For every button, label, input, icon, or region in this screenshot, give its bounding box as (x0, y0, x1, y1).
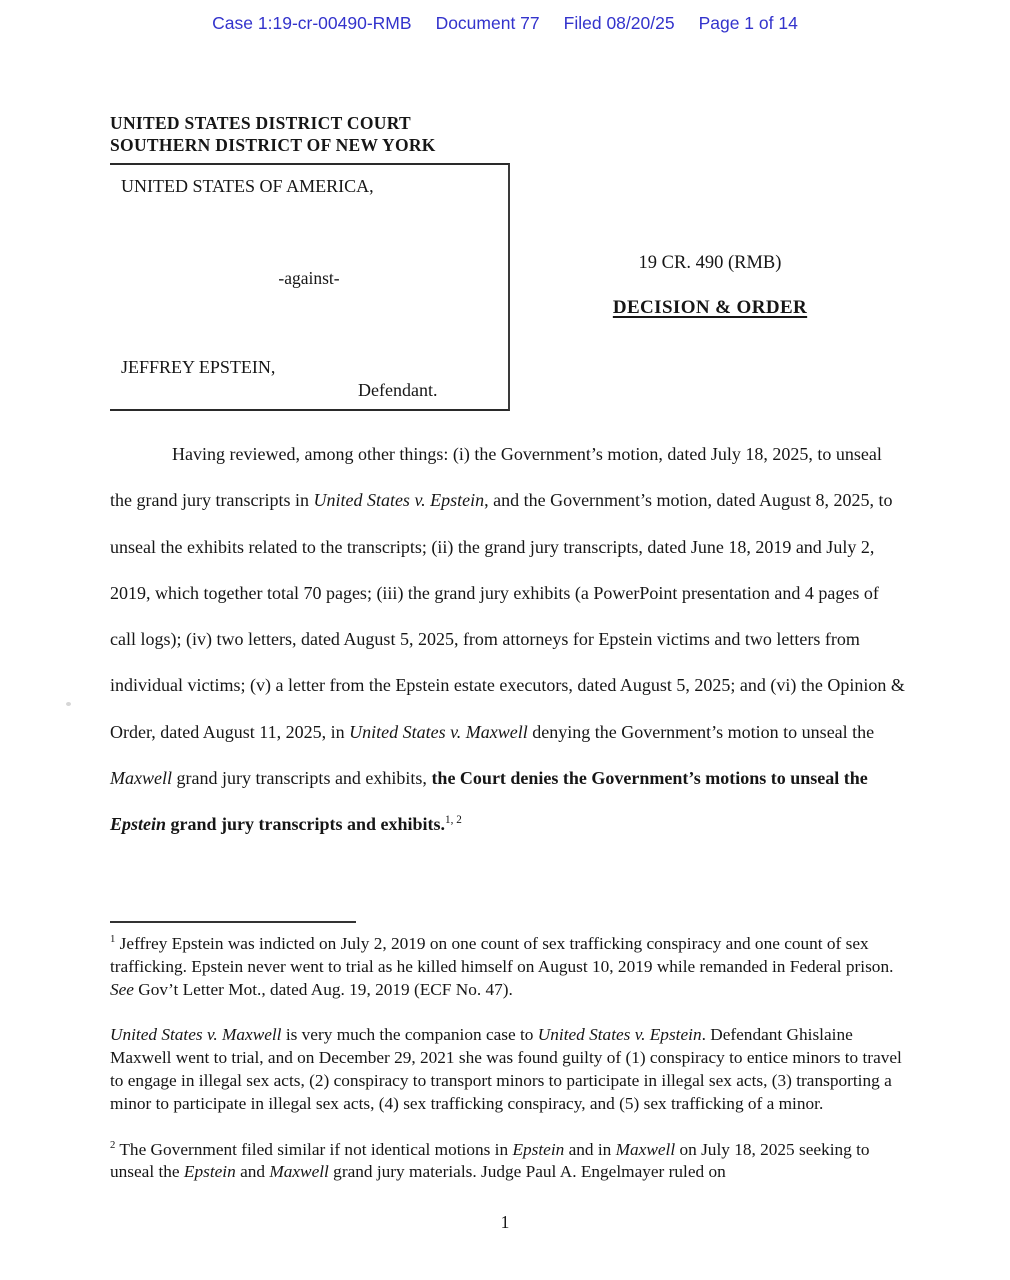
stamp-case-number: Case 1:19-cr-00490-RMB (212, 13, 412, 33)
scan-artifact (66, 702, 71, 706)
case-caption-box (110, 163, 510, 411)
footnote-separator (110, 921, 356, 923)
decision-body-paragraph: Having reviewed, among other things: (i) the Government’s motion, dated July 18, 2025, to unseal the grand jury transcripts in United States v. Epstein, and the Government’s motion, dated August 8, 2025, to unseal the exhibits related to the transcripts; (ii) the grand jury transcripts, dated June 18, 2019 and July 2, 2019, which together total 70 pages; (iii) the grand jury exhibits (a PowerPoint presentation and 4 pages of call logs); (iv) two letters, dated August 5, 2025, from attorneys for Epstein victims and two letters from individual victims; (v) a letter from the Epstein estate executors, dated August 5, 2025; and (vi) the Opinion & Order, dated August 11, 2025, in United States v. Maxwell denying the Government’s motion to unseal the Maxwell grand jury transcripts and exhibits, the Court denies the Government’s motions to unseal the Epstein grand jury transcripts and exhibits.$^{1, 2}$ (110, 444, 905, 835)
stamp-page-count: Page 1 of 14 (698, 13, 798, 33)
caption-defendant-name: JEFFREY EPSTEIN, (121, 357, 276, 377)
order-title: DECISION & ORDER (612, 297, 808, 318)
caption-plaintiff: UNITED STATES OF AMERICA, (121, 176, 374, 196)
footnote-1-paragraph-1: $^1$ Jeffrey Epstein was indicted on July 2, 2019 on one count of sex trafficking conspiracy and one count of sex trafficking. Epstein never went to trial as he killed himself on August 10, 2019 while remanded in Federal prison. See Gov’t Letter Mot., dated Aug. 19, 2019 (ECF No. 47). (110, 933, 894, 999)
caption-defendant-label: Defendant. (358, 380, 438, 400)
case-number: 19 CR. 490 (RMB) (638, 253, 782, 273)
footnote-2: $^2$ The Government filed similar if not identical motions in Epstein and in Maxwell on July 18, 2025 seeking to unseal the Epstein and Maxwell grand jury materials. Judge Paul A. Engelmayer ruled on (110, 1138, 870, 1182)
stamp-document-number: Document 77 (435, 13, 540, 33)
stamp-filed-date: Filed 08/20/25 (563, 13, 675, 33)
court-name-line1: UNITED STATES DISTRICT COURT (110, 113, 411, 133)
court-name-line2: SOUTHERN DISTRICT OF NEW YORK (110, 135, 436, 155)
footnote-1-paragraph-2: United States v. Maxwell is very much the companion case to United States v. Epstein. Defendant Ghislaine Maxwell went to trial, and on December 29, 2021 she was found guilty of (1) conspiracy to entice minors to travel to engage in illegal sex acts, (2) conspiracy to transport minors to participate in illegal sex acts, (3) transporting a minor to participate in illegal sex acts, (4) sex trafficking conspiracy, and (5) sex trafficking of a minor. (110, 1025, 902, 1113)
court-heading (110, 112, 436, 156)
caption-against: -against- (278, 268, 340, 288)
stamp-header (0, 13, 1010, 34)
footnotes-section (110, 933, 910, 1207)
page-number: 1 (500, 1212, 510, 1232)
